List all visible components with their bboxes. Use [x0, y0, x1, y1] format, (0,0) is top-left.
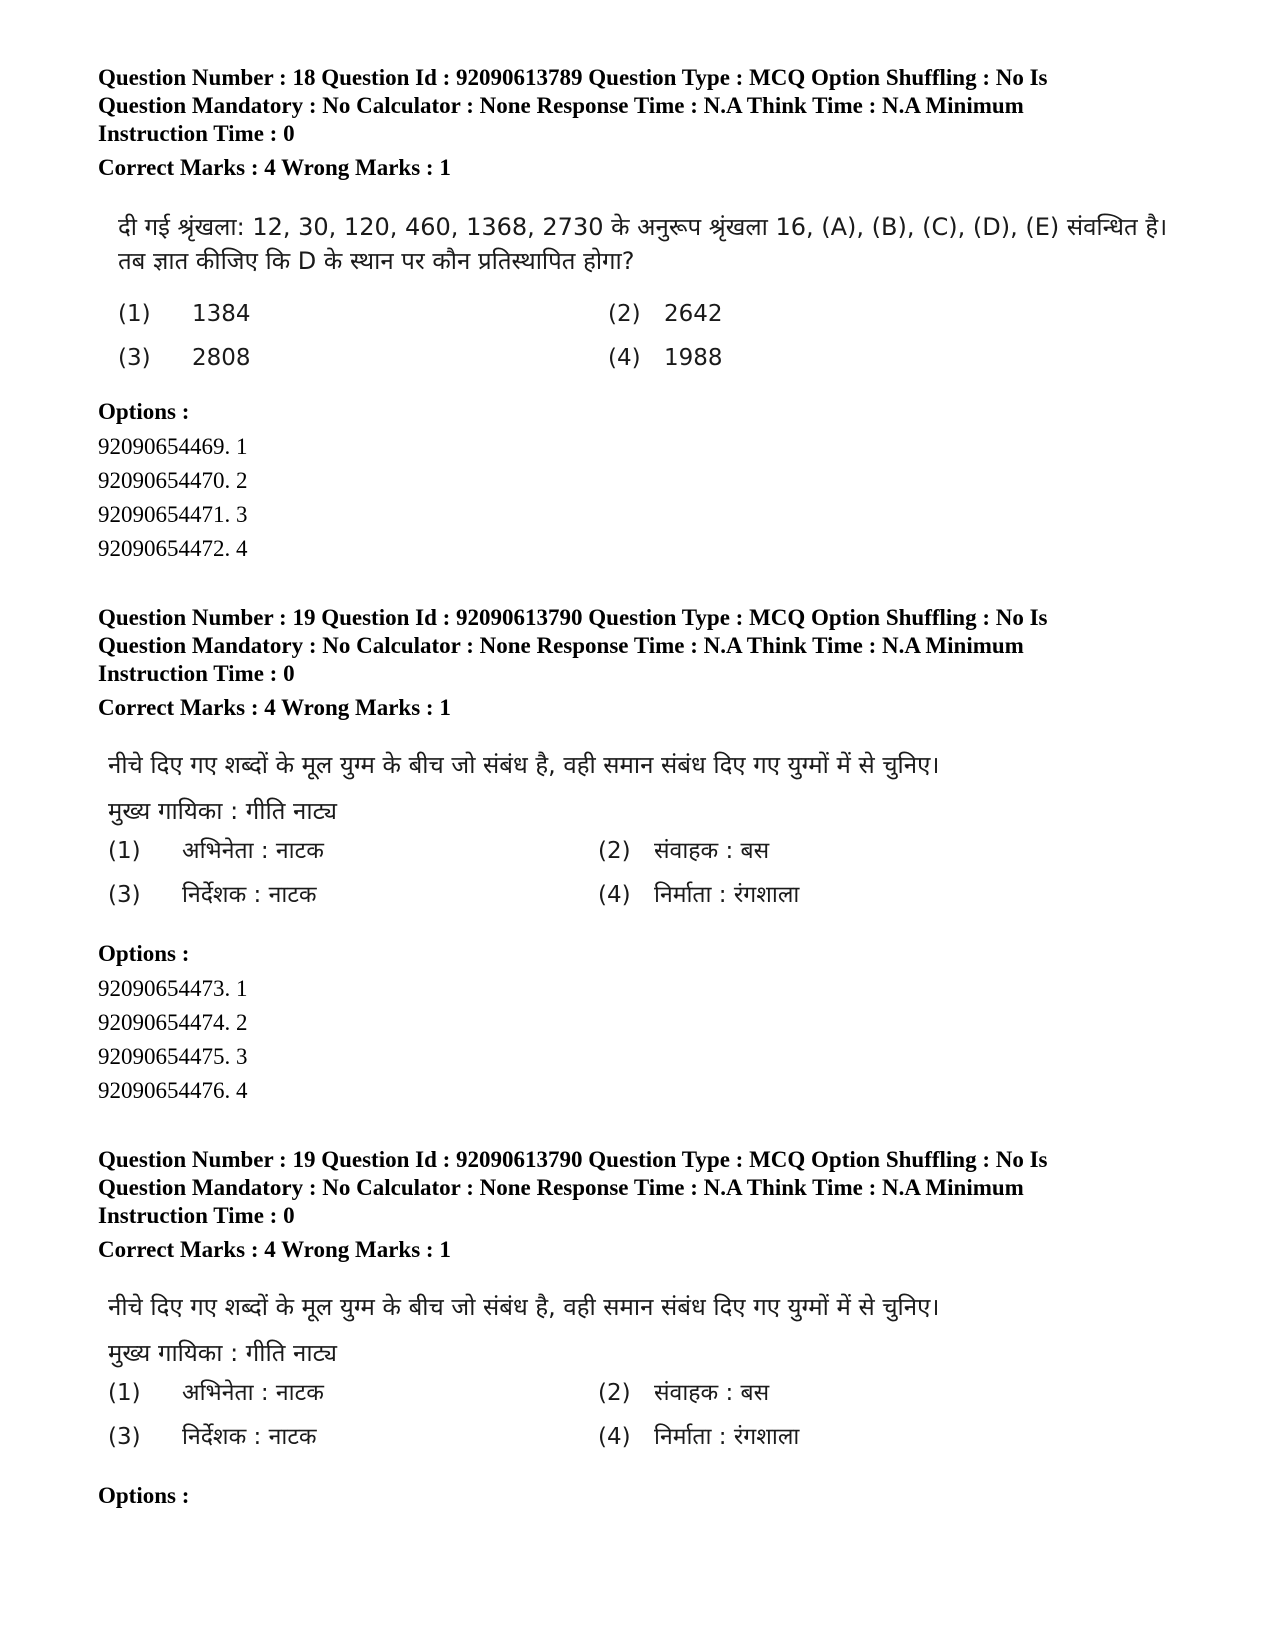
question-text-image — [108, 1290, 1198, 1370]
choice-number: (2) — [608, 301, 641, 327]
question-block-19 — [98, 604, 1188, 722]
question-text-image — [118, 210, 1198, 278]
marks-line: Correct Marks : 4 Wrong Marks : 1 — [98, 155, 451, 180]
choice-number: (4) — [598, 882, 631, 908]
choice-text: निर्माता : रंगशाला — [654, 1424, 800, 1450]
choice-item — [108, 1420, 598, 1454]
choice-text: निर्देशक : नाटक — [182, 882, 317, 908]
choice-item — [598, 878, 1078, 912]
choice-item — [598, 834, 1078, 868]
options-list — [98, 1482, 1188, 1510]
choice-item — [608, 297, 1088, 331]
choice-text: 2642 — [664, 301, 723, 327]
choice-text: 1988 — [664, 345, 723, 371]
choice-number: (3) — [108, 882, 141, 908]
question-text-line: नीचे दिए गए शब्दों के मूल युग्म के बीच जो संबंध है, वही समान संबंध दिए गए युग्मों में से चुनिए। — [108, 1293, 940, 1321]
choice-number: (4) — [598, 1424, 631, 1450]
options-label: Options : — [98, 941, 190, 966]
choice-number: (2) — [598, 1380, 631, 1406]
choice-item — [598, 1376, 1078, 1410]
question-block-18 — [98, 64, 1188, 182]
choice-item — [108, 1376, 598, 1410]
choice-item — [108, 878, 598, 912]
question-meta-line: Question Mandatory : No Calculator : None Response Time : N.A Think Time : N.A Minimum — [98, 93, 1024, 118]
choice-number: (1) — [108, 1380, 141, 1406]
choice-text: 2808 — [192, 345, 251, 371]
question-meta-line: Question Mandatory : No Calculator : None Response Time : N.A Think Time : N.A Minimum — [98, 1175, 1024, 1200]
question-meta-line: Instruction Time : 0 — [98, 121, 295, 146]
choice-number: (2) — [598, 838, 631, 864]
option-id-line: 92090654469. 1 — [98, 434, 248, 459]
choice-text: निर्माता : रंगशाला — [654, 882, 800, 908]
option-id-line: 92090654474. 2 — [98, 1010, 248, 1035]
choice-text: 1384 — [192, 301, 251, 327]
marks-line: Correct Marks : 4 Wrong Marks : 1 — [98, 1237, 451, 1262]
option-id-line: 92090654472. 4 — [98, 536, 248, 561]
question-meta-line: Question Number : 19 Question Id : 92090613790 Question Type : MCQ Option Shuffling : No Is — [98, 1147, 1048, 1172]
option-id-line: 92090654471. 3 — [98, 502, 248, 527]
choice-text: अभिनेता : नाटक — [182, 1380, 324, 1406]
choice-text: संवाहक : बस — [654, 838, 770, 864]
option-id-line: 92090654476. 4 — [98, 1078, 248, 1103]
question-meta-line: Instruction Time : 0 — [98, 1203, 295, 1228]
option-id-line: 92090654470. 2 — [98, 468, 248, 493]
question-meta-line: Question Number : 19 Question Id : 92090613790 Question Type : MCQ Option Shuffling : No Is — [98, 605, 1048, 630]
option-id-line: 92090654473. 1 — [98, 976, 248, 1001]
choice-number: (4) — [608, 345, 641, 371]
choice-item — [598, 1420, 1078, 1454]
question-text-line: दी गई श्रृंखला: 12, 30, 120, 460, 1368, 2730 के अनुरूप श्रृंखला 16, (A), (B), (C), (D), (E) संवन्धित है। — [118, 213, 1168, 241]
choice-number: (3) — [118, 345, 151, 371]
choice-text: निर्देशक : नाटक — [182, 1424, 317, 1450]
options-list — [98, 940, 1188, 1108]
options-label: Options : — [98, 1483, 190, 1508]
choice-number: (1) — [108, 838, 141, 864]
question-text-line: नीचे दिए गए शब्दों के मूल युग्म के बीच जो संबंध है, वही समान संबंध दिए गए युग्मों में से चुनिए। — [108, 751, 940, 779]
question-sub-line: मुख्य गायिका : गीति नाट्य — [108, 1339, 337, 1367]
choice-number: (3) — [108, 1424, 141, 1450]
option-id-line: 92090654475. 3 — [98, 1044, 248, 1069]
choice-grid — [108, 1376, 1198, 1454]
choice-item — [118, 341, 608, 375]
choice-number: (1) — [118, 301, 151, 327]
choice-grid — [108, 834, 1198, 912]
question-block-19-repeat — [98, 1146, 1188, 1264]
question-meta-line: Instruction Time : 0 — [98, 661, 295, 686]
question-text-image — [108, 748, 1198, 828]
choice-text: अभिनेता : नाटक — [182, 838, 324, 864]
options-label: Options : — [98, 399, 190, 424]
question-meta-line: Question Number : 18 Question Id : 92090613789 Question Type : MCQ Option Shuffling : No Is — [98, 65, 1048, 90]
question-sub-line: मुख्य गायिका : गीति नाट्य — [108, 797, 337, 825]
choice-text: संवाहक : बस — [654, 1380, 770, 1406]
choice-item — [608, 341, 1088, 375]
question-meta-line: Question Mandatory : No Calculator : None Response Time : N.A Think Time : N.A Minimum — [98, 633, 1024, 658]
marks-line: Correct Marks : 4 Wrong Marks : 1 — [98, 695, 451, 720]
question-text-line: तब ज्ञात कीजिए कि D के स्थान पर कौन प्रतिस्थापित होगा? — [118, 247, 635, 275]
choice-item — [108, 834, 598, 868]
choice-item — [118, 297, 608, 331]
choice-grid — [118, 297, 1208, 375]
options-list — [98, 398, 1188, 566]
